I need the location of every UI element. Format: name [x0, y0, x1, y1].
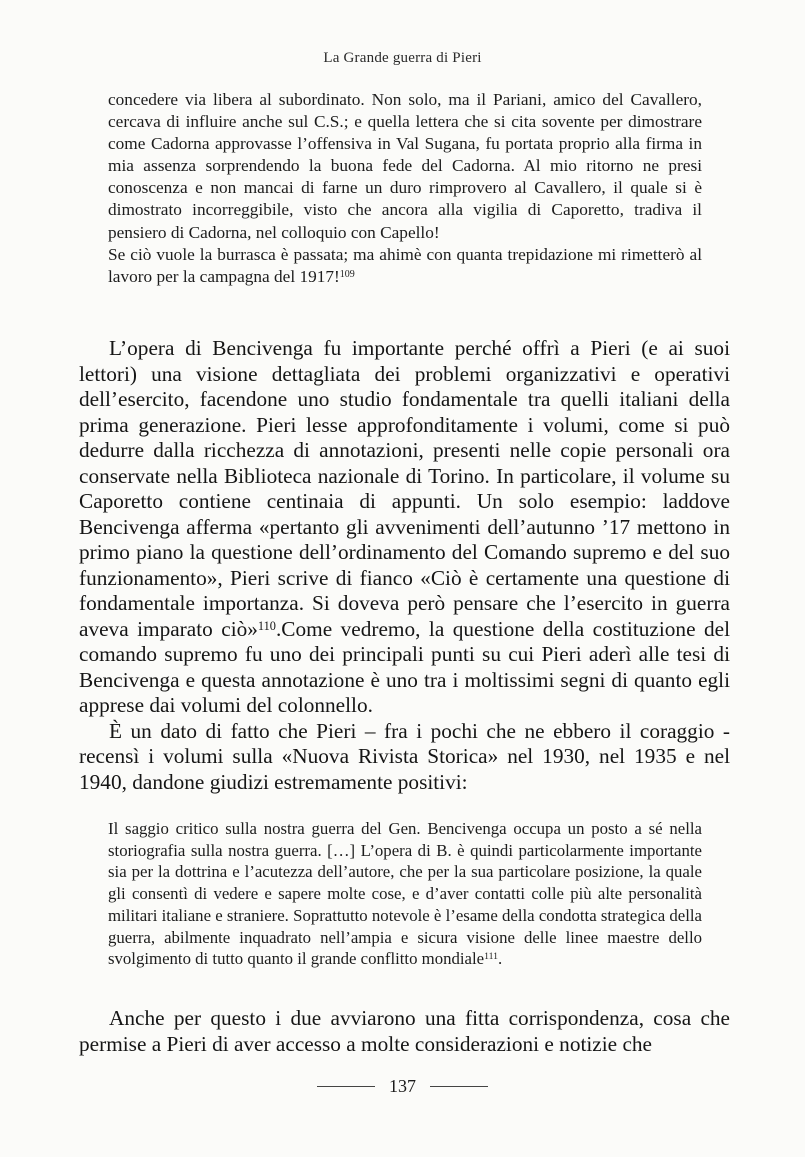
page-number: 137	[389, 1076, 416, 1096]
running-head: La Grande guerra di Pieri	[323, 50, 482, 66]
paragraph-3: Anche per questo i due avviarono una fitta corrispondenza, cosa che permise a Pieri di aver accesso a molte considerazioni e notizie che	[79, 1006, 730, 1056]
block-quote-2-para	[108, 818, 702, 970]
paragraph-1	[79, 336, 730, 719]
folio-rule-right	[430, 1086, 488, 1087]
footnote-ref-109: 109	[339, 268, 355, 280]
paragraph-2: È un dato di fatto che Pieri – fra i pochi che ne ebbero il coraggio - recensì i volumi sulla «Nuova Rivista Storica» nel 1930, nel 1935 e nel 1940, dandone giudizi estremamente positivi:	[79, 718, 730, 794]
folio-rule-left	[317, 1086, 375, 1087]
block-quote-1	[108, 89, 702, 288]
block-quote-1-text: concedere via libera al subordinato. Non solo, ma il Pariani, amico del Cavallero, cercava di influire anche sul C.S.; e quella lettera che si cita sovente per dimostrare come Cadorna approvasse l’offensiva in Val Sugana, fu portata proprio alla firma in mia assenza sorprendendo la buona fede del Cadorna. Al mio ritorno ne presi conoscenza e non mancai di farne un duro rimprovero al Cavallero, il quale si è dimostrato incorreggibile, visto che ancora alla vigilia di Caporetto, tradiva il pensiero di Cadorna, nel colloquio con Capello!	[108, 90, 702, 242]
footnote-ref-111: 111	[484, 951, 499, 963]
body-text-2	[79, 1006, 730, 1057]
block-quote-2	[108, 818, 702, 970]
block-quote-1-closing	[108, 244, 702, 288]
paragraph-1-text-cont: .Come vedremo, la questione della costituzione del comando supremo fu uno dei principali punti su cui Pieri aderì alle tesi di Bencivenga e questa annotazione è uno tra i moltissimi segni di quanto egli apprese dai volumi del colonnello.	[79, 616, 730, 717]
page-number-footer	[0, 1076, 805, 1097]
footnote-ref-110: 110	[257, 618, 276, 633]
block-quote-2-text: Il saggio critico sulla nostra guerra del Gen. Bencivenga occupa un posto a sé nella storiografia sulla nostra guerra. […] L’opera di B. è quindi particolarmente importante sia per la dottrina e l’acutezza dell’autore, che per la sua particolare posizione, la quale gli consentì di vedere e sapere molte cose, e d’aver contatti colle più alte personalità militari italiane e straniere. Soprattutto notevole è l’esame della condotta strategica della guerra, abilmente inquadrato nell’ampia e sicura visione delle linee maestre dello svolgimento di tutto quanto il grande conflitto mondiale	[108, 819, 702, 969]
block-quote-2-end: .	[498, 949, 503, 969]
body-text-1	[79, 336, 730, 795]
paragraph-1-text: L’opera di Bencivenga fu importante perché offrì a Pieri (e ai suoi lettori) una visione dettagliata dei problemi organizzativi e operativi dell’esercito, facendone uno studio fondamentale tra quelli italiani della prima generazione. Pieri lesse approfonditamente i volumi, come si può dedurre dalla ricchezza di annotazioni, presenti nelle copie personali ora conservate nella Biblioteca nazionale di Torino. In particolare, il volume su Caporetto contiene centinaia di appunti. Un solo esempio: laddove Bencivenga afferma «pertanto gli avvenimenti dell’autunno ’17 mettono in primo piano la questione dell’ordinamento del Comando supremo e del suo funzionamento», Pieri scrive di fianco «Ciò è certamente una questione di fondamentale importanza. Si doveva però pensare che l’esercito in guerra aveva imparato ciò»	[79, 336, 730, 641]
block-quote-1-closing-text: Se ciò vuole la burrasca è passata; ma ahimè con quanta trepidazione mi rimetterò al lavoro per la campagna del 1917!	[108, 244, 702, 286]
